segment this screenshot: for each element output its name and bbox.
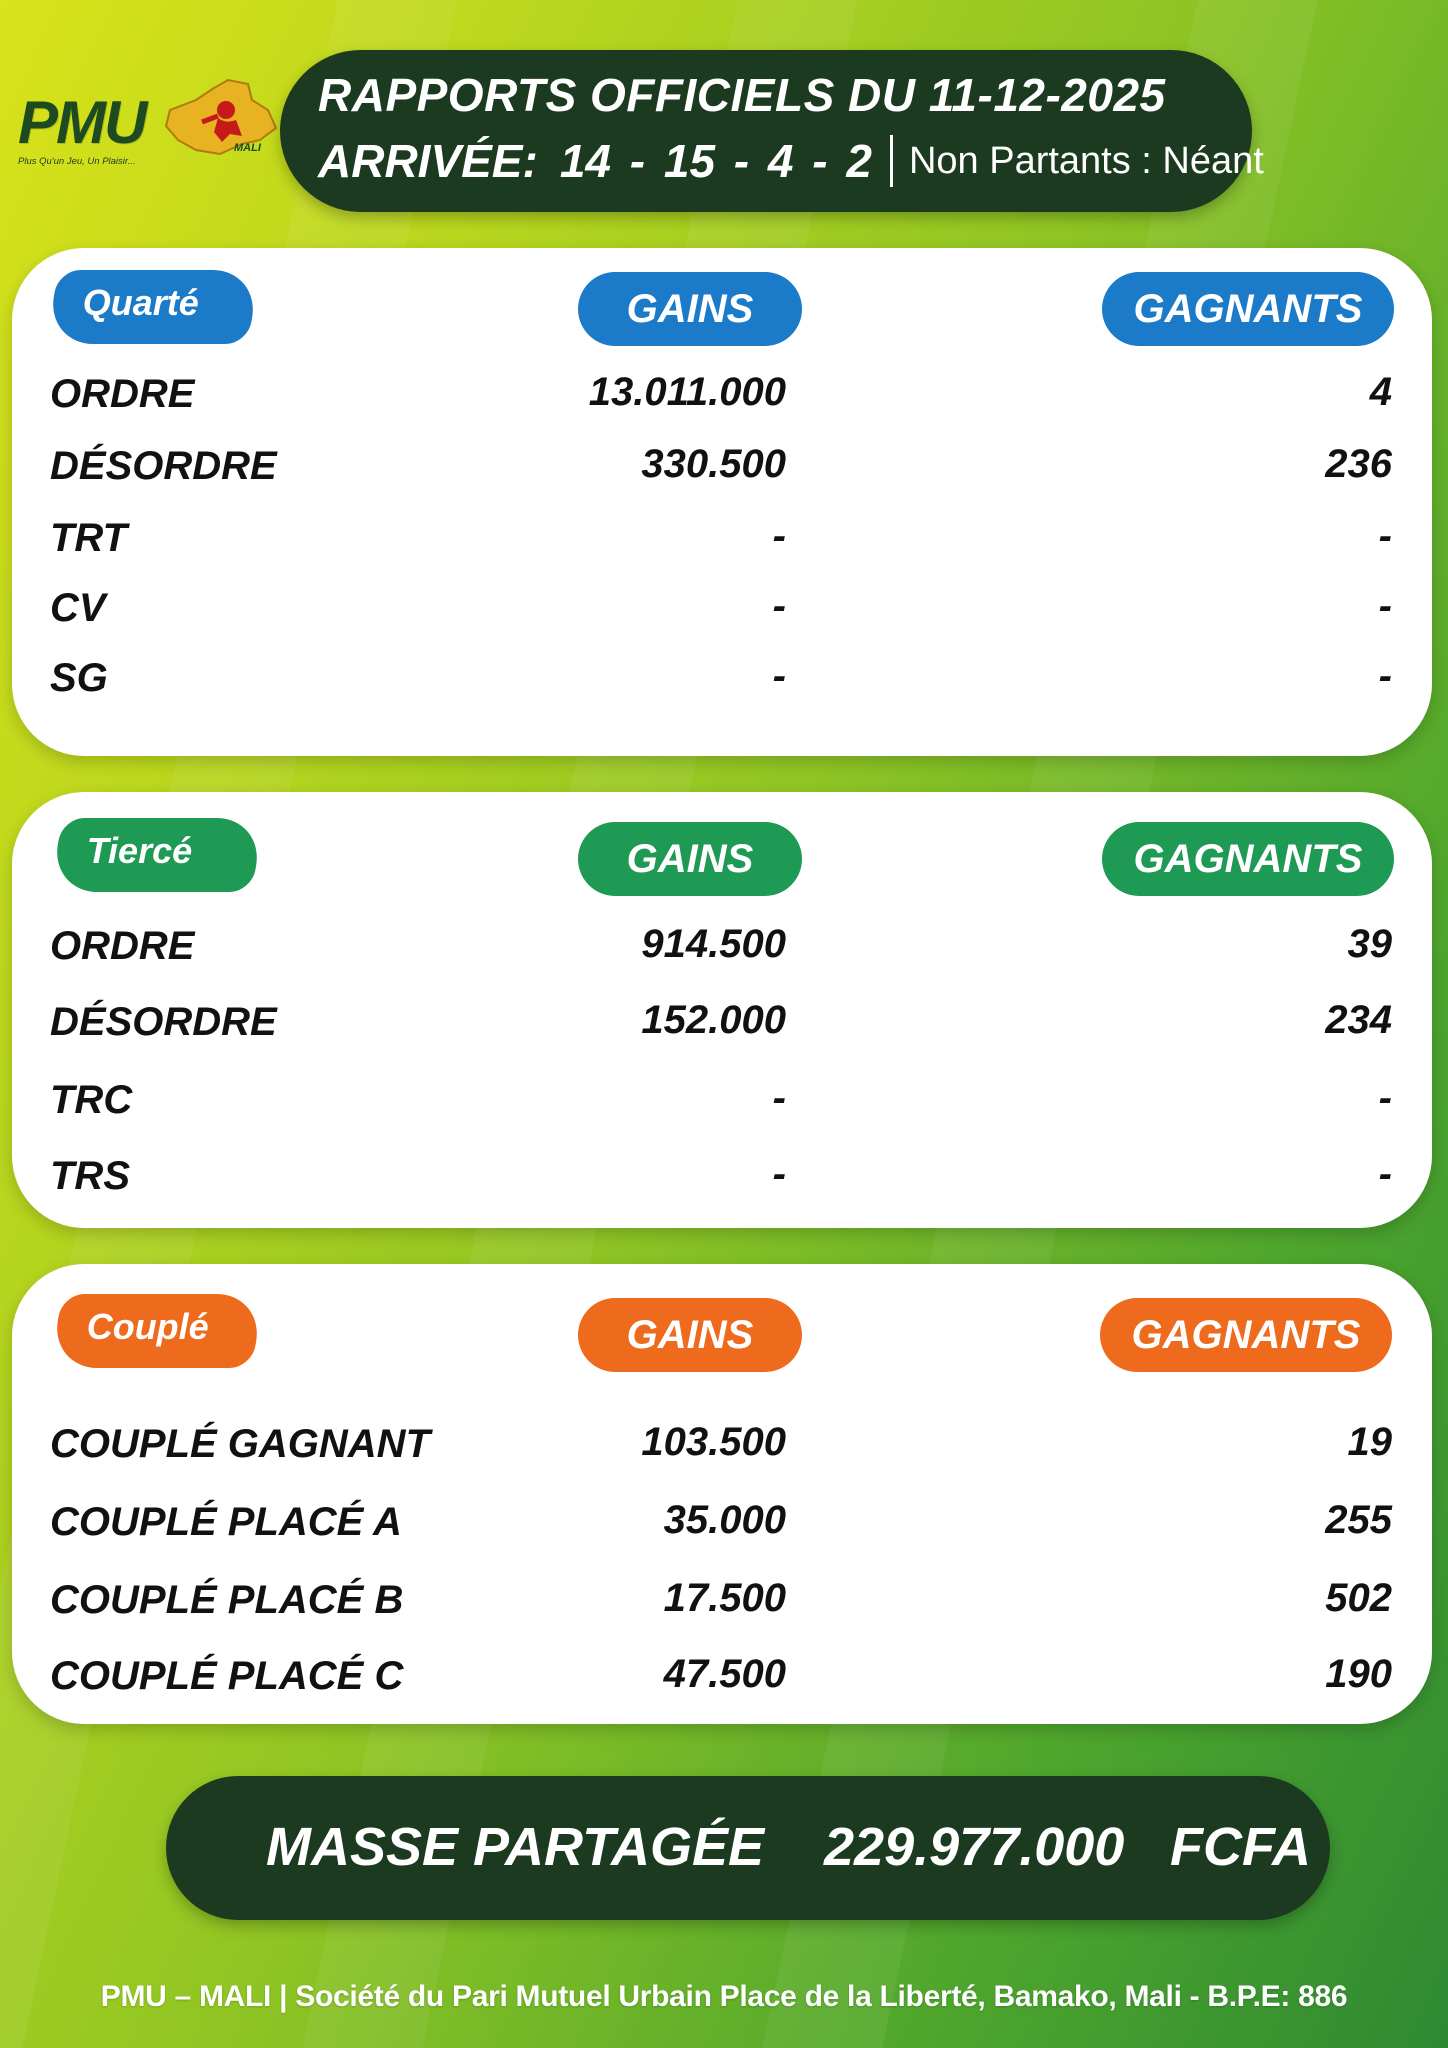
table-row	[12, 990, 1432, 1060]
mali-map-icon	[156, 70, 286, 166]
footer-text: PMU – MALI | Société du Pari Mutuel Urbain Place de la Liberté, Bamako, Mali - B.P.E: 886	[100, 1980, 1348, 2013]
row-gagnants: -	[1378, 654, 1392, 698]
table-row	[12, 576, 1432, 646]
logo-slogan: Plus Qu'un Jeu, Un Plaisir...	[18, 156, 136, 167]
row-label: COUPLÉ PLACÉ A	[50, 1500, 402, 1544]
row-gains: 13.011.000	[588, 370, 786, 414]
row-gagnants: 190	[1325, 1652, 1392, 1696]
couple-card	[12, 1264, 1432, 1724]
row-gagnants: -	[1378, 584, 1392, 628]
row-gagnants: 236	[1325, 442, 1392, 486]
row-gains: 35.000	[663, 1498, 786, 1542]
row-gains: -	[772, 1152, 786, 1196]
row-label: ORDRE	[50, 372, 195, 416]
row-gains: 330.500	[641, 442, 786, 486]
table-row	[12, 1068, 1432, 1138]
masse-label: MASSE PARTAGÉE	[266, 1817, 765, 1877]
row-gains: 17.500	[663, 1576, 786, 1620]
masse-amount: 229.977.000	[824, 1817, 1125, 1877]
row-gagnants: 4	[1369, 370, 1392, 414]
tierce-card	[12, 792, 1432, 1228]
row-gagnants: 19	[1347, 1420, 1392, 1464]
non-partants: Non Partants : Néant	[908, 139, 1264, 182]
tierce-tag-label: Tiercé	[86, 830, 193, 871]
quarte-tag	[45, 270, 260, 344]
row-gagnants: -	[1378, 1152, 1392, 1196]
table-row	[12, 1412, 1432, 1482]
quarte-gains-header: GAINS	[578, 272, 802, 346]
row-gagnants: 255	[1325, 1498, 1392, 1542]
couple-tag-label: Couplé	[86, 1306, 209, 1347]
row-gains: -	[772, 584, 786, 628]
row-gains: -	[772, 514, 786, 558]
row-label: SG	[50, 656, 108, 700]
row-label: TRC	[50, 1078, 133, 1122]
couple-tag	[49, 1294, 264, 1368]
table-row	[12, 362, 1432, 432]
quarte-card	[12, 248, 1432, 756]
report-title: RAPPORTS OFFICIELS DU 11-12-2025	[318, 69, 1166, 121]
row-gagnants: -	[1378, 514, 1392, 558]
tierce-gagnants-header: GAGNANTS	[1102, 822, 1394, 896]
row-gains: 47.500	[663, 1652, 786, 1696]
row-label: CV	[50, 586, 106, 630]
row-gains: 914.500	[641, 922, 786, 966]
table-row	[12, 1644, 1432, 1714]
table-row	[12, 914, 1432, 984]
row-label: TRT	[50, 516, 128, 560]
arrivee-line	[318, 134, 1264, 188]
table-row	[12, 646, 1432, 716]
quarte-gagnants-header: GAGNANTS	[1102, 272, 1394, 346]
row-gagnants: -	[1378, 1076, 1392, 1120]
row-gagnants: 39	[1347, 922, 1392, 966]
row-gains: 152.000	[641, 998, 786, 1042]
row-gains: 103.500	[641, 1420, 786, 1464]
separator	[890, 135, 893, 187]
couple-gains-header: GAINS	[578, 1298, 802, 1372]
table-row	[12, 1144, 1432, 1214]
arrivee-label: ARRIVÉE:	[318, 135, 538, 187]
row-label: ORDRE	[50, 924, 195, 968]
quarte-tag-label: Quarté	[82, 282, 199, 323]
masse-currency: FCFA	[1170, 1817, 1311, 1877]
logo-country: MALI	[234, 142, 261, 154]
row-gains: -	[772, 654, 786, 698]
row-label: COUPLÉ GAGNANT	[50, 1422, 430, 1466]
table-row	[12, 1490, 1432, 1560]
arrivee-value: 14 - 15 - 4 - 2	[559, 135, 872, 187]
logo-wordmark: PMU	[18, 89, 146, 156]
row-label: COUPLÉ PLACÉ B	[50, 1578, 404, 1622]
row-gagnants: 234	[1325, 998, 1392, 1042]
row-gagnants: 502	[1325, 1576, 1392, 1620]
couple-gagnants-header: GAGNANTS	[1100, 1298, 1392, 1372]
header-banner	[280, 50, 1264, 212]
tierce-tag	[49, 818, 264, 892]
table-row	[12, 506, 1432, 576]
table-row	[12, 1568, 1432, 1638]
row-label: DÉSORDRE	[50, 444, 277, 488]
row-label: TRS	[50, 1154, 130, 1198]
row-gains: -	[772, 1076, 786, 1120]
masse-banner	[166, 1776, 1330, 1920]
tierce-gains-header: GAINS	[578, 822, 802, 896]
row-label: DÉSORDRE	[50, 1000, 277, 1044]
pmu-logo	[16, 66, 276, 176]
table-row	[12, 434, 1432, 504]
row-label: COUPLÉ PLACÉ C	[50, 1654, 404, 1698]
